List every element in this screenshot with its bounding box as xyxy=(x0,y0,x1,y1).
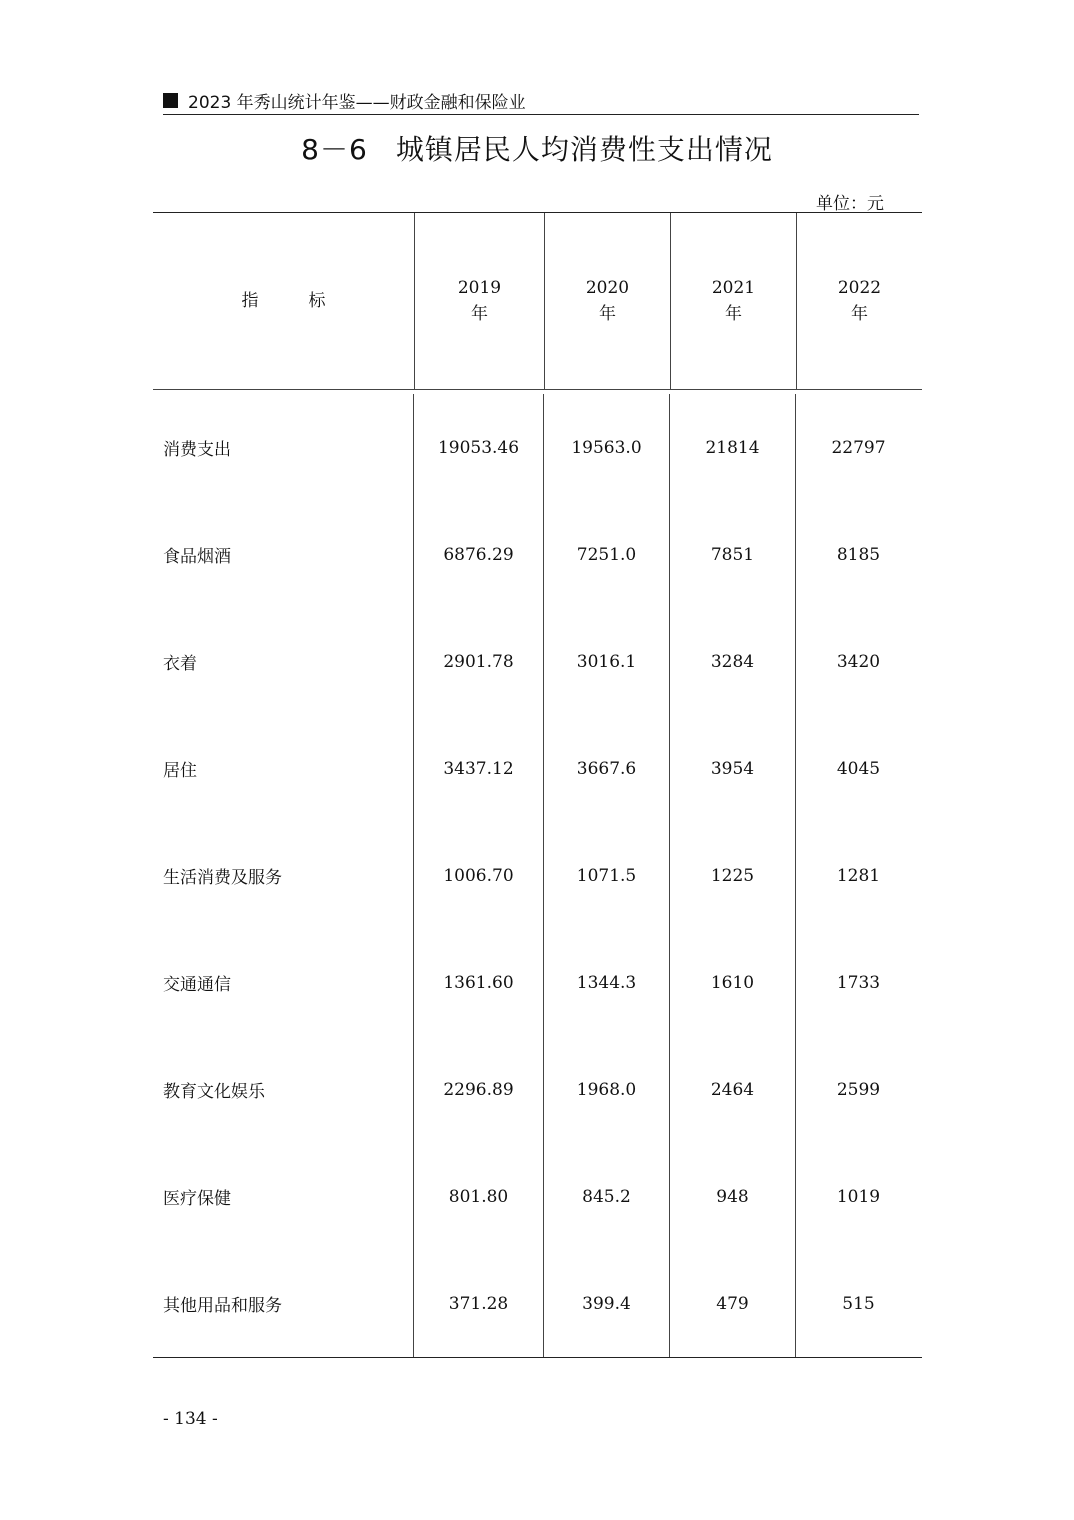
cell-2019: 1361.60 xyxy=(414,929,544,1036)
row-label: 衣着 xyxy=(153,608,414,715)
year-header-2019 xyxy=(415,213,545,389)
cell-2019: 801.80 xyxy=(414,1143,544,1250)
table-row xyxy=(153,822,922,929)
cell-2020: 3667.6 xyxy=(544,715,670,822)
cell-2022: 1281 xyxy=(836,865,881,886)
data-table xyxy=(153,212,922,1358)
table-body xyxy=(153,390,922,1357)
table-title xyxy=(0,128,1074,168)
cell-2020: 399.4 xyxy=(544,1250,670,1357)
cell-2020: 1968.0 xyxy=(544,1036,670,1143)
cell-2020: 1071.5 xyxy=(544,822,670,929)
cell-2021: 21814 xyxy=(670,394,796,501)
cell-2022: 1733 xyxy=(836,972,881,993)
cell-2020: 845.2 xyxy=(544,1143,670,1250)
indicator-header-char-1: 指 xyxy=(241,291,259,311)
cell-2021: 1610 xyxy=(670,929,796,1036)
indicator-header-char-2: 标 xyxy=(308,291,326,311)
table-number: 8－6 xyxy=(301,133,368,166)
unit-label: 单位：元 xyxy=(816,194,884,214)
cell-2021: 479 xyxy=(670,1250,796,1357)
year-header-2022 xyxy=(797,213,922,389)
year-header-2021 xyxy=(671,213,797,389)
header-text: 2023 年秀山统计年鉴——财政金融和保险业 xyxy=(188,92,526,113)
running-header xyxy=(163,86,919,115)
cell-2021: 7851 xyxy=(670,501,796,608)
cell-2020: 1344.3 xyxy=(544,929,670,1036)
table-header-row xyxy=(153,213,922,390)
table-row xyxy=(153,929,922,1036)
year-header-2020 xyxy=(545,213,671,389)
table-row xyxy=(153,1036,922,1143)
row-label: 教育文化娱乐 xyxy=(153,1036,414,1143)
table-row xyxy=(153,390,922,501)
page-number: - 134 - xyxy=(163,1409,218,1429)
row-label: 居住 xyxy=(153,715,414,822)
cell-2020: 3016.1 xyxy=(544,608,670,715)
cell-2021: 948 xyxy=(670,1143,796,1250)
row-label: 消费支出 xyxy=(153,394,414,501)
row-label: 其他用品和服务 xyxy=(153,1250,414,1357)
cell-2019: 6876.29 xyxy=(414,501,544,608)
cell-2019: 2296.89 xyxy=(414,1036,544,1143)
table-row xyxy=(153,715,922,822)
year-suffix: 年 xyxy=(471,304,488,324)
cell-2021: 1225 xyxy=(670,822,796,929)
cell-2019: 1006.70 xyxy=(414,822,544,929)
year-value: 2019 xyxy=(457,278,502,298)
table-row xyxy=(153,608,922,715)
row-label: 医疗保健 xyxy=(153,1143,414,1250)
row-label: 交通通信 xyxy=(153,929,414,1036)
cell-2019: 2901.78 xyxy=(414,608,544,715)
cell-2022: 2599 xyxy=(836,1079,881,1100)
cell-2020: 7251.0 xyxy=(544,501,670,608)
table-row xyxy=(153,1250,922,1357)
cell-2021: 2464 xyxy=(670,1036,796,1143)
cell-2022: 4045 xyxy=(836,758,881,779)
indicator-header xyxy=(153,213,415,389)
cell-2021: 3954 xyxy=(670,715,796,822)
year-value: 2021 xyxy=(711,278,756,298)
cell-2022: 3420 xyxy=(836,651,881,672)
year-value: 2022 xyxy=(837,278,882,298)
cell-2019: 371.28 xyxy=(414,1250,544,1357)
row-label: 生活消费及服务 xyxy=(153,822,414,929)
table-title-text: 城镇居民人均消费性支出情况 xyxy=(395,133,773,166)
row-label: 食品烟酒 xyxy=(153,501,414,608)
table-row xyxy=(153,501,922,608)
cell-2019: 19053.46 xyxy=(414,394,544,501)
cell-2021: 3284 xyxy=(670,608,796,715)
table-row xyxy=(153,1143,922,1250)
cell-2022: 515 xyxy=(842,1293,875,1314)
year-suffix: 年 xyxy=(725,304,742,324)
cell-2022: 8185 xyxy=(836,544,881,565)
cell-2022: 22797 xyxy=(831,437,886,458)
year-suffix: 年 xyxy=(599,304,616,324)
header-square-icon xyxy=(163,93,178,108)
cell-2022: 1019 xyxy=(836,1186,881,1207)
year-value: 2020 xyxy=(585,278,630,298)
cell-2019: 3437.12 xyxy=(414,715,544,822)
year-suffix: 年 xyxy=(851,304,868,324)
cell-2020: 19563.0 xyxy=(544,394,670,501)
